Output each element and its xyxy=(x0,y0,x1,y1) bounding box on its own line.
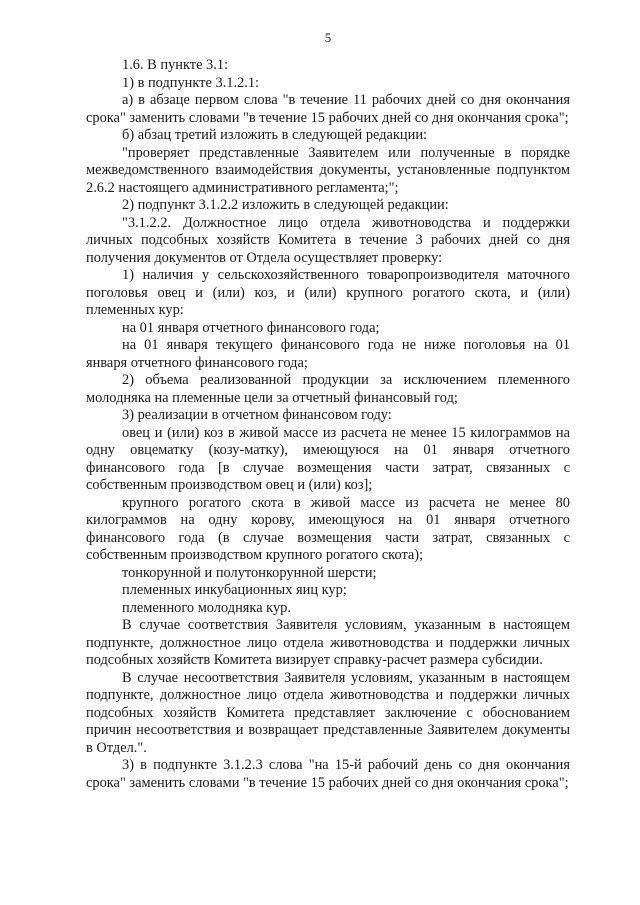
paragraph-eggs: племенных инкубационных яиц кур; xyxy=(122,582,347,598)
paragraph-wool: тонкорунной и полутонкорунной шерсти; xyxy=(122,564,377,581)
paragraph-date-2: на 01 января текущего финансового года не ниже поголовья на 01 января отчетного финансового года; xyxy=(86,337,570,371)
paragraph-date-1: на 01 января отчетного финансового года; xyxy=(122,319,380,336)
paragraph-cattle: крупного рогатого скота в живой массе из расчета не менее 80 килограммов на одну корову, имеющуюся на 01 января отчетного финансового года (в случае возмещения части затрат, связанных с собственным производством крупного рогатого скота); xyxy=(86,494,570,563)
page-number: 5 xyxy=(324,30,332,45)
document-body xyxy=(86,57,570,792)
paragraph-1-6: 1.6. В пункте 3.1: xyxy=(122,57,229,73)
paragraph-chicks: племенного молодняка кур. xyxy=(122,599,291,616)
paragraph-subitem-2: 2) подпункт 3.1.2.2 изложить в следующей редакции: xyxy=(122,197,449,213)
paragraph-check-2: 2) объема реализованной продукции за исключением племенного молодняка на племенные цели за отчетный финансовый год; xyxy=(86,372,570,406)
paragraph-check-3: 3) реализации в отчетном финансовом году: xyxy=(122,407,392,423)
paragraph-noncompliance: В случае несоответствия Заявителя условиям, указанным в настоящем подпункте, должностное лицо отдела животноводства и поддержки личных подсобных хозяйств Комитета представляет заключение с обоснованием причин несоответствия и возвращает представленные Заявителем документы в Отдел.". xyxy=(86,669,570,756)
paragraph-3-1-2-2: "3.1.2.2. Должностное лицо отдела животноводства и поддержки личных подсобных хозяйств Комитета в течение 3 рабочих дней со дня получения документов от Отдела осуществляет проверку: xyxy=(86,214,570,266)
paragraph-check-1: 1) наличия у сельскохозяйственного товаропроизводителя маточного поголовья овец и (или) коз, и (или) крупного рогатого скота, и (или) племенных кур: xyxy=(86,267,570,318)
paragraph-subitem-3: 3) в подпункте 3.1.2.3 слова "на 15-й рабочий день со дня окончания срока" заменить словами "в течение 15 рабочих дней со дня окончания срока"; xyxy=(86,757,570,791)
paragraph-quote-checks: "проверяет представленные Заявителем или полученные в порядке межведомственного взаимодействия документы, установленные подпунктом 2.6.2 настоящего административного регламента;"; xyxy=(86,144,570,196)
paragraph-subitem-1: 1) в подпункте 3.1.2.1: xyxy=(122,74,260,91)
paragraph-subitem-b: б) абзац третий изложить в следующей редакции: xyxy=(122,127,428,143)
paragraph-compliance: В случае соответствия Заявителя условиям, указанным в настоящем подпункте, должностное лицо отдела животноводства и поддержки личных подсобных хозяйств Комитета визирует справку-расчет размера субсидии. xyxy=(86,617,570,668)
paragraph-sheep-goats: овец и (или) коз в живой массе из расчета не менее 15 килограммов на одну овцематку (козу-матку), имеющуюся на 01 января отчетного финансового года [в случае возмещения части затрат, связанных с собственным производством овец и (или) коз]; xyxy=(86,424,570,493)
paragraph-subitem-a: а) в абзаце первом слова "в течение 11 рабочих дней со дня окончания срока" заменить словами "в течение 15 рабочих дней со дня окончания срока"; xyxy=(86,92,570,126)
